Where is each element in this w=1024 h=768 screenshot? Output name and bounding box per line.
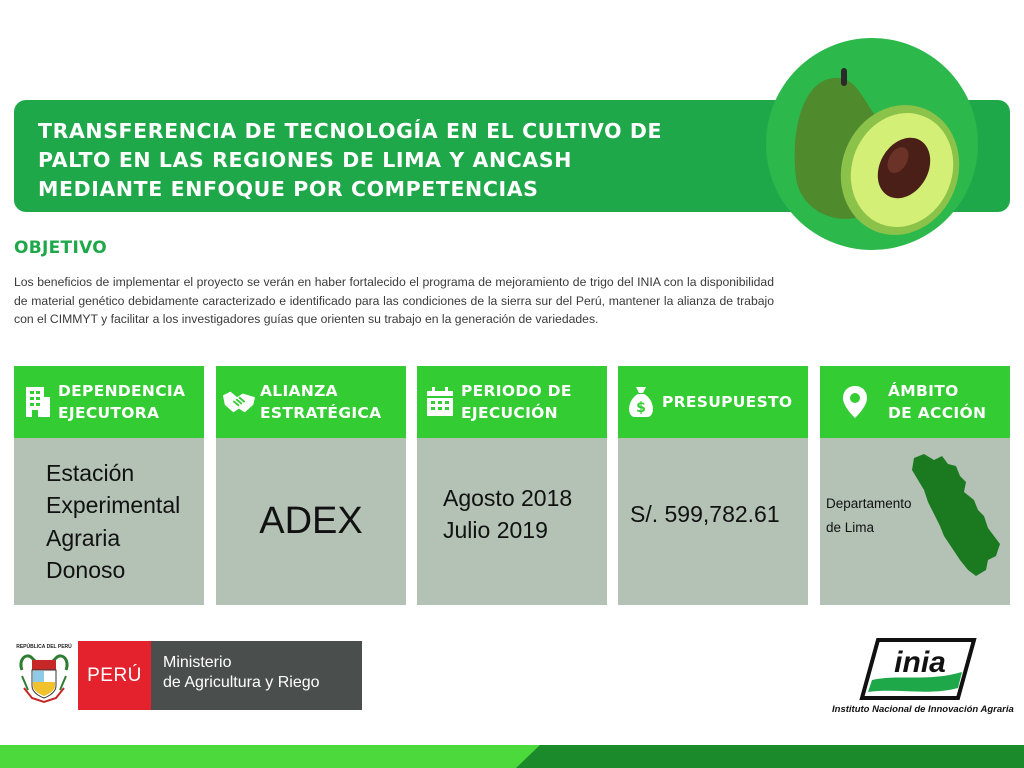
page-title	[38, 117, 758, 204]
lima-map-icon	[904, 452, 1004, 580]
card-value	[417, 482, 572, 546]
inia-caption: Instituto Nacional de Innovación Agraria	[832, 704, 1014, 715]
svg-text:REPÚBLICA DEL PERÚ: REPÚBLICA DEL PERÚ	[16, 644, 72, 650]
card-value	[14, 457, 180, 587]
card-presupuesto	[618, 366, 808, 605]
card-label-line: ESTRATÉGICA	[260, 404, 382, 422]
title-line: TRANSFERENCIA DE TECNOLOGÍA EN EL CULTIVO DE	[38, 119, 663, 143]
card-value-line: S/. 599,782.61	[630, 501, 780, 527]
objetivo-heading: OBJETIVO	[14, 238, 107, 258]
card-value-line: de Lima	[826, 519, 875, 535]
card-header	[820, 366, 1010, 438]
title-line: MEDIANTE ENFOQUE POR COMPETENCIAS	[38, 177, 539, 201]
handshake-icon	[222, 382, 256, 422]
card-body	[14, 438, 204, 605]
card-body	[820, 438, 1010, 605]
ministerio-line: de Agricultura y Riego	[163, 674, 320, 691]
card-value-line: Experimental	[46, 492, 181, 518]
card-label-line: DE ACCIÓN	[888, 404, 987, 422]
card-header	[14, 366, 204, 438]
card-value	[259, 500, 362, 543]
card-value-line: Agosto 2018	[443, 484, 573, 511]
card-body	[417, 438, 607, 605]
card-header	[618, 366, 808, 438]
inia-logo	[858, 636, 978, 702]
card-value	[618, 501, 780, 528]
card-body	[216, 438, 406, 605]
svg-text:$: $	[636, 400, 646, 416]
card-label-line: EJECUCIÓN	[461, 404, 558, 422]
calendar-icon	[423, 382, 457, 422]
card-value-line: Donoso	[46, 557, 126, 583]
location-pin-icon	[838, 382, 872, 422]
card-label-line: ALIANZA	[260, 382, 338, 400]
card-value-line: Agraria	[46, 524, 121, 551]
avocado-illustration	[752, 38, 992, 250]
card-periodo-ejecucion	[417, 366, 607, 605]
card-label-line: PERIODO DE	[461, 382, 572, 400]
card-label-line: DEPENDENCIA	[58, 382, 186, 400]
card-ambito-accion	[820, 366, 1010, 605]
title-line: PALTO EN LAS REGIONES DE LIMA Y ANCASH	[38, 148, 572, 172]
card-value-line: Departamento	[826, 495, 912, 511]
svg-text:inia: inia	[894, 646, 946, 679]
ministerio-label	[151, 641, 362, 710]
objetivo-text: Los beneficios de implementar el proyecto se verán en haber fortalecido el programa de mejoramiento de trigo del INIA con la disponibilidad de material genético debidamente caracterizado e identificado para las condiciones de la sierra sur del Perú, mantener la alianza de trabajo con el CIMMYT y facilitar a los investigadores guías que orienten su trabajo en la generación de variedades.	[14, 275, 774, 326]
card-value-line: Julio 2019	[443, 516, 548, 543]
card-label	[58, 380, 185, 424]
peru-coat-of-arms-logo	[14, 640, 74, 706]
money-bag-icon	[624, 382, 658, 422]
card-label	[888, 380, 986, 424]
card-value-line: Estación	[46, 459, 135, 486]
card-value	[820, 492, 912, 540]
building-icon	[20, 382, 54, 422]
card-alianza-estrategica	[216, 366, 406, 605]
ministerio-line: Ministerio	[163, 654, 232, 671]
bottom-stripe	[0, 745, 1024, 768]
card-label-line: ÁMBITO	[888, 382, 959, 400]
card-body	[618, 438, 808, 605]
card-label-line: PRESUPUESTO	[662, 393, 793, 411]
card-label	[461, 380, 572, 424]
peru-label: PERÚ	[78, 641, 151, 710]
card-label	[662, 391, 792, 413]
card-label-line: EJECUTORA	[58, 404, 160, 422]
card-value-line: ADEX	[259, 500, 363, 542]
card-header	[216, 366, 406, 438]
card-label	[260, 380, 381, 424]
card-dependencia-ejecutora	[14, 366, 204, 605]
card-header	[417, 366, 607, 438]
